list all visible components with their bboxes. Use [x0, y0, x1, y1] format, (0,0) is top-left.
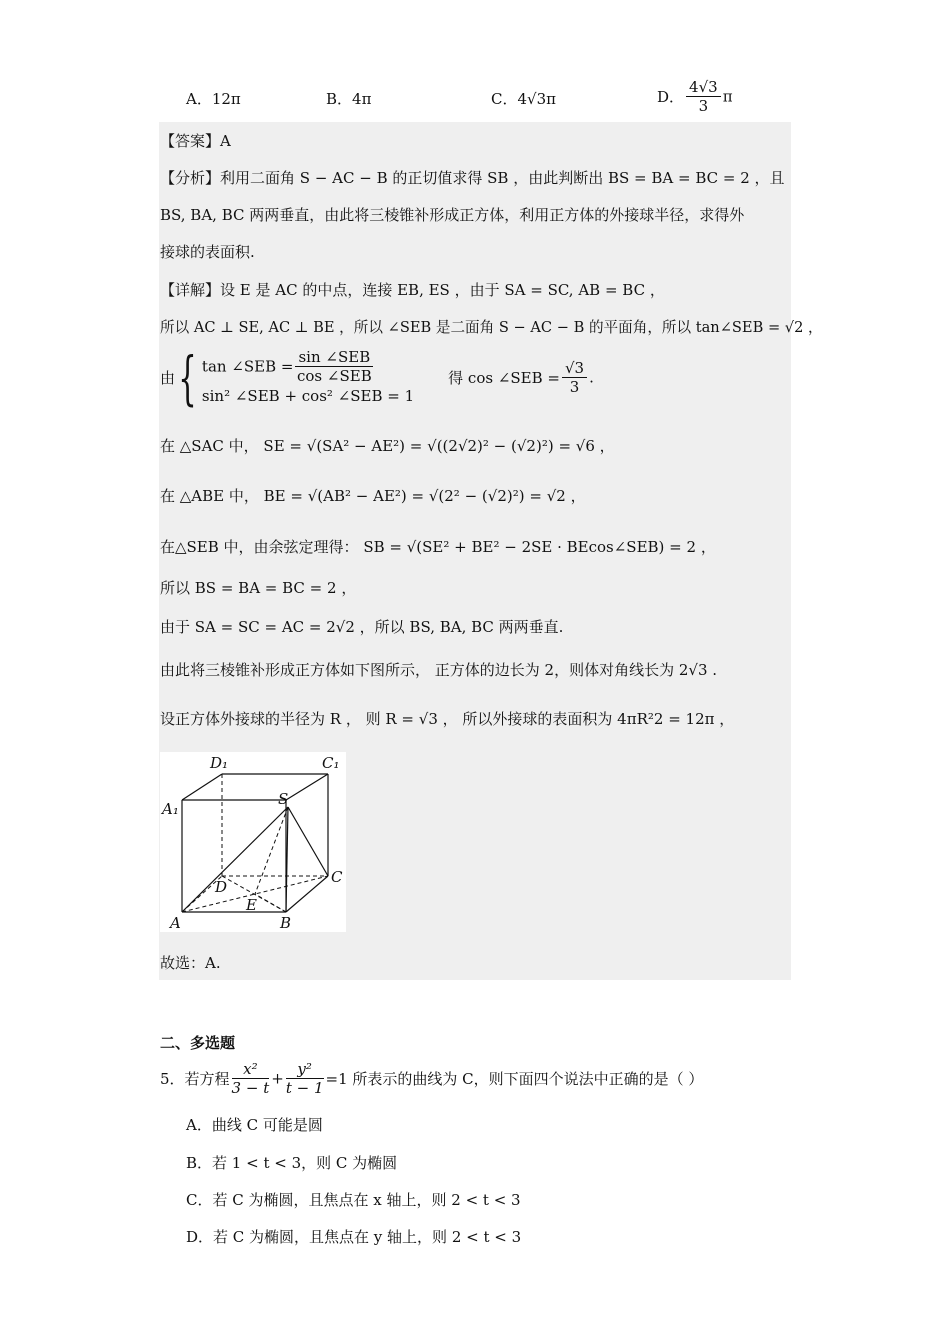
label-a1: A₁ — [162, 800, 179, 818]
option-d-fraction: $\frac{4√3}{3}$ — [686, 78, 721, 115]
label-s: S — [278, 790, 289, 808]
q5-suffix: =1 所表示的曲线为 C，则下面四个说法中正确的是（ ） — [325, 1070, 704, 1088]
system-eq-1: tan ∠SEB = $\frac{\text{sin ∠SEB}}{\text{cos ∠SEB}}$ — [201, 348, 372, 385]
q5-option-d: D．若 C 为椭圆，且焦点在 y 轴上，则 2 < t < 3 — [186, 1228, 522, 1246]
option-a: A．12π — [186, 90, 241, 108]
brace-symbol: { — [178, 343, 197, 412]
q5-plus: + — [271, 1069, 284, 1088]
option-c-value: 4√3π — [517, 90, 556, 108]
equation-system — [160, 343, 594, 412]
option-c — [491, 88, 556, 109]
label-c: C — [331, 868, 343, 886]
option-d — [657, 78, 733, 115]
detail-cube: 由此将三棱锥补形成正方体如下图所示， 正方体的边长为 2，则体对角线长为 2√3 . — [160, 661, 718, 679]
option-d-label: D． — [657, 88, 685, 106]
detail-line-1: 【详解】设 E 是 AC 的中点，连接 EB, ES ，由于 SA = SC, AB = BC ， — [160, 281, 665, 299]
label-c1: C₁ — [322, 754, 340, 772]
label-a: A — [170, 914, 181, 932]
analysis-line-2: BS, BA, BC 两两垂直，由此将三棱锥补形成正方体，利用正方体的外接球半径，求得外 — [160, 206, 745, 224]
label-d: D — [215, 878, 228, 896]
label-b: B — [280, 914, 292, 932]
question-5-stem — [160, 1060, 703, 1097]
section-title: 二、多选题 — [160, 1034, 236, 1052]
label-d1: D₁ — [210, 754, 229, 772]
conclusion: 故选：A. — [160, 954, 221, 972]
option-d-pi: π — [722, 87, 733, 106]
option-b: B．4π — [326, 90, 372, 108]
system-result-fraction: $\frac{√3}{3}$ — [562, 359, 587, 396]
detail-seb: 在△SEB 中，由余弦定理得： SB = √(SE² + BE² − 2SE · BEcos∠SEB) = 2 ， — [160, 538, 716, 556]
detail-sac: 在 △SAC 中， SE = √(SA² − AE²) = √((2√2)² − (√2)²) = √6 ， — [160, 437, 615, 455]
q5-prefix: 5．若方程 — [160, 1070, 230, 1088]
cube-figure — [160, 752, 346, 932]
q5-fraction-x: $\frac{\text{x²}}{3 - t}$ — [231, 1060, 270, 1097]
analysis-line-3: 接球的表面积. — [160, 243, 255, 261]
detail-bs: 所以 BS = BA = BC = 2 ， — [160, 579, 357, 597]
system-result: 得 cos ∠SEB = — [448, 369, 560, 387]
system-eq-2: sin² ∠SEB + cos² ∠SEB = 1 — [201, 387, 415, 405]
detail-sa: 由于 SA = SC = AC = 2√2 ，所以 BS, BA, BC 两两垂直. — [160, 618, 564, 636]
system-equations — [202, 348, 414, 407]
q5-option-a: A．曲线 C 可能是圆 — [186, 1116, 323, 1134]
q5-option-c: C．若 C 为椭圆，且焦点在 x 轴上，则 2 < t < 3 — [186, 1191, 521, 1209]
q5-fraction-y: $\frac{\text{y²}}{t - 1}$ — [285, 1060, 324, 1097]
answer-line: 【答案】A — [160, 132, 231, 150]
detail-line-2: 所以 AC ⊥ SE, AC ⊥ BE ，所以 ∠SEB 是二面角 S − AC − B 的平面角，所以 tan∠SEB = √2 ， — [160, 319, 823, 336]
option-c-label: C． — [491, 90, 518, 108]
label-e: E — [246, 896, 257, 914]
detail-abe: 在 △ABE 中， BE = √(AB² − AE²) = √(2² − (√2)²) = √2 ， — [160, 487, 586, 505]
system-prefix: 由 — [160, 369, 176, 387]
detail-radius: 设正方体外接球的半径为 R ， 则 R = √3 ， 所以外接球的表面积为 4πR²2 = 12π ， — [160, 710, 735, 728]
q5-option-b: B．若 1 < t < 3，则 C 为椭圆 — [186, 1154, 398, 1172]
system-end: . — [589, 368, 594, 387]
analysis-line-1: 【分析】利用二面角 S − AC − B 的正切值求得 SB ，由此判断出 BS = BA = BC = 2 ，且 — [160, 169, 785, 187]
